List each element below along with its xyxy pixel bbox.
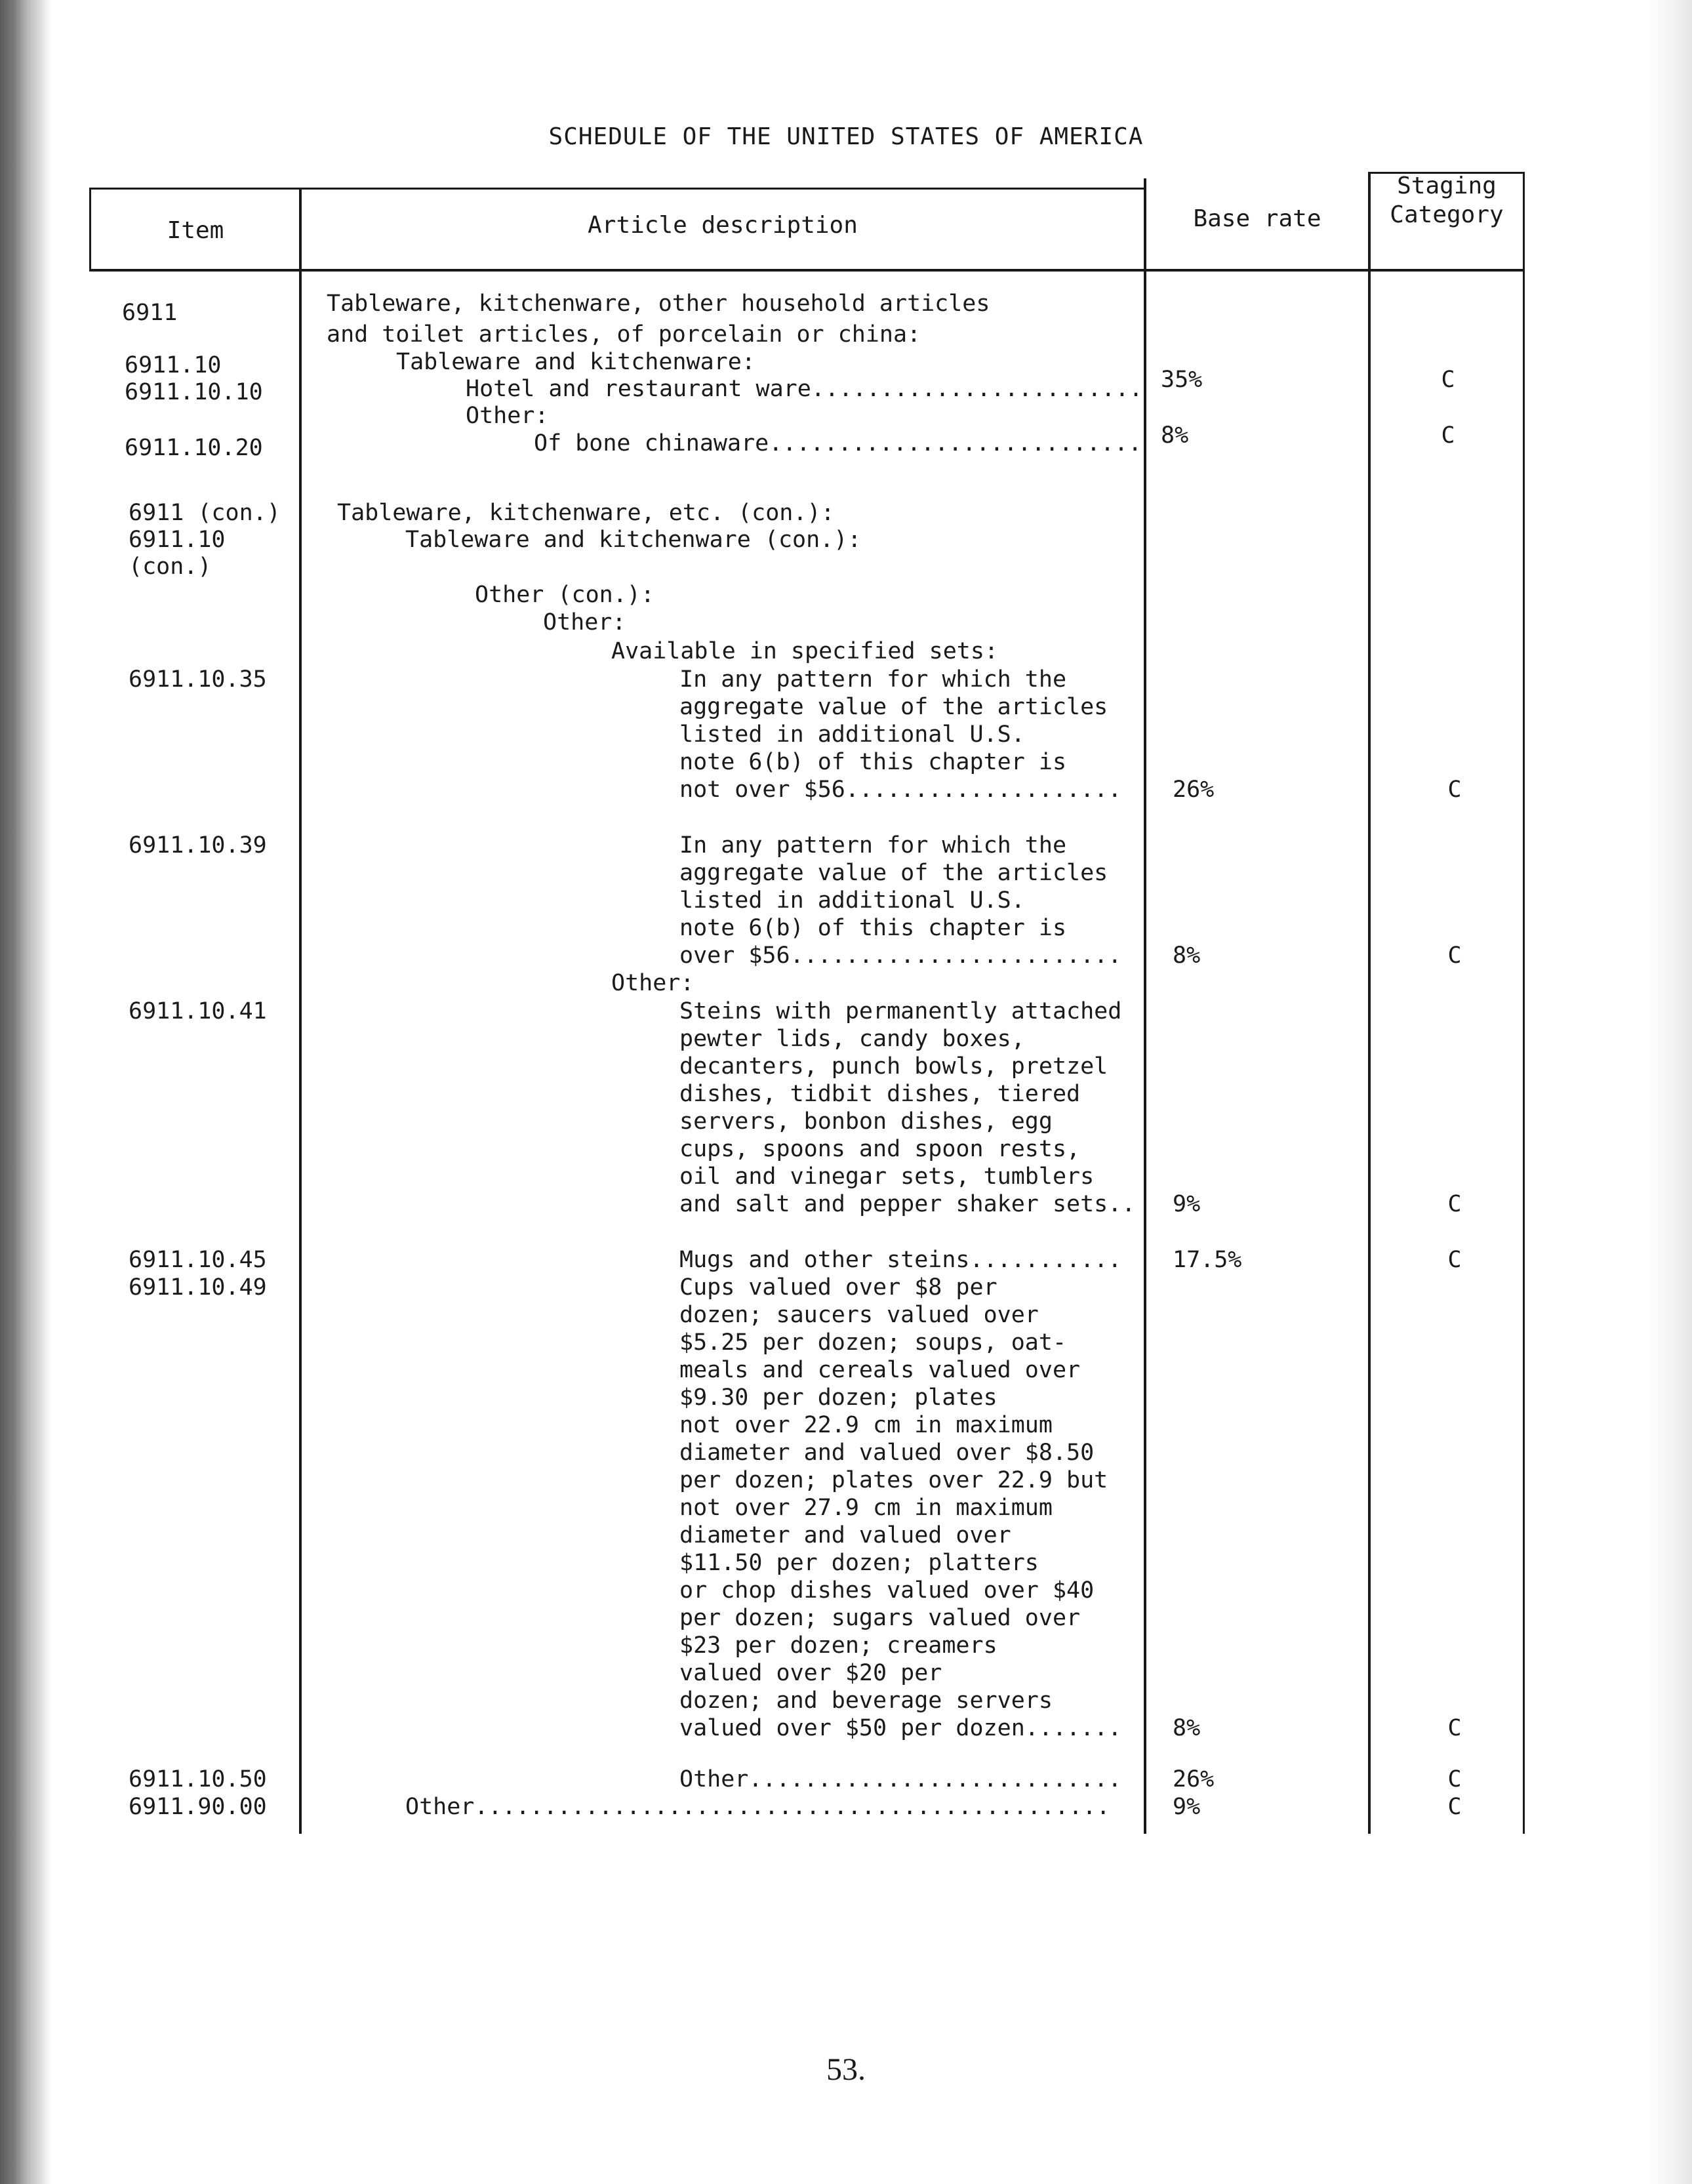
description-line: and toilet articles, of porcelain or china: (327, 321, 921, 348)
staging-category: C (1447, 1247, 1462, 1273)
description-line: In any pattern for which the (679, 832, 1067, 859)
item-column-divider (299, 188, 302, 1834)
description-column-divider (1144, 178, 1146, 1834)
description-line: Tableware, kitchenware, etc. (con.): (337, 500, 835, 526)
rate-column-divider (1368, 172, 1371, 1834)
description-line: per dozen; sugars valued over (679, 1605, 1081, 1631)
scan-speckle-edge (1646, 0, 1692, 2184)
item-code: 6911.10.49 (129, 1274, 267, 1301)
description-line: Available in specified sets: (611, 638, 999, 664)
description-line: Mugs and other steins........... (679, 1247, 1122, 1273)
description-line: listed in additional U.S. (679, 887, 1025, 914)
document-title: SCHEDULE OF THE UNITED STATES OF AMERICA (548, 123, 1144, 150)
description-line: Cups valued over $8 per (679, 1274, 997, 1301)
base-rate: 26% (1173, 777, 1215, 803)
item-code: 6911.10.39 (129, 832, 267, 859)
scan-shadow-edge (0, 0, 51, 2184)
description-line: Other.............................................. (405, 1794, 1110, 1820)
description-line: valued over $20 per (679, 1660, 942, 1686)
description-line: Other: (611, 970, 695, 996)
staging-category: C (1447, 1715, 1462, 1741)
staging-category: C (1447, 1794, 1462, 1820)
description-line: note 6(b) of this chapter is (679, 749, 1067, 775)
description-line: Tableware and kitchenware: (396, 349, 755, 375)
base-rate: 8% (1173, 1715, 1201, 1741)
description-line: and salt and pepper shaker sets.. (679, 1191, 1136, 1217)
description-line: dishes, tidbit dishes, tiered (679, 1081, 1081, 1107)
description-line: Tableware, kitchenware, other household articles (327, 291, 990, 317)
header-staging-line1: Staging (1397, 172, 1497, 199)
description-line: over $56........................ (679, 942, 1122, 969)
staging-category: C (1441, 367, 1455, 393)
header-staging-line2: Category (1390, 201, 1504, 228)
description-line: note 6(b) of this chapter is (679, 915, 1067, 941)
item-code: 6911.10.41 (129, 998, 267, 1024)
description-line: Hotel and restaurant ware........................ (466, 376, 1143, 402)
description-line: diameter and valued over $8.50 (679, 1440, 1095, 1466)
base-rate: 9% (1173, 1794, 1201, 1820)
description-line: not over 22.9 cm in maximum (679, 1412, 1053, 1438)
description-line: aggregate value of the articles (679, 860, 1108, 886)
description-line: dozen; saucers valued over (679, 1302, 1039, 1328)
staging-category: C (1447, 942, 1462, 969)
base-rate: 9% (1173, 1191, 1201, 1217)
description-line: Of bone chinaware........................... (534, 430, 1142, 456)
description-line: Other: (466, 403, 549, 429)
description-line: $5.25 per dozen; soups, oat- (679, 1329, 1067, 1356)
header-base-rate: Base rate (1193, 205, 1321, 232)
item-code: 6911.10.20 (125, 435, 263, 461)
description-line: per dozen; plates over 22.9 but (679, 1467, 1108, 1493)
description-line: Steins with permanently attached (679, 998, 1122, 1024)
staging-category: C (1447, 1766, 1462, 1792)
item-code: 6911 (con.) (129, 500, 281, 526)
description-line: $23 per dozen; creamers (679, 1632, 997, 1659)
base-rate: 8% (1161, 422, 1189, 449)
description-line: Other (con.): (475, 582, 655, 608)
description-line: meals and cereals valued over (679, 1357, 1081, 1383)
item-code: 6911.90.00 (129, 1794, 267, 1820)
description-line: aggregate value of the articles (679, 694, 1108, 720)
table-left-rule (89, 188, 91, 272)
staging-category: C (1447, 777, 1462, 803)
description-line: pewter lids, candy boxes, (679, 1026, 1025, 1052)
description-line: $11.50 per dozen; platters (679, 1550, 1039, 1576)
staging-category: C (1441, 422, 1455, 449)
table-top-rule (89, 188, 1144, 190)
description-line: listed in additional U.S. (679, 721, 1025, 748)
description-line: servers, bonbon dishes, egg (679, 1108, 1053, 1135)
description-line: Tableware and kitchenware (con.): (405, 527, 862, 553)
page-number: 53. (826, 2052, 866, 2087)
description-line: oil and vinegar sets, tumblers (679, 1163, 1095, 1190)
base-rate: 17.5% (1173, 1247, 1242, 1273)
description-line: not over 27.9 cm in maximum (679, 1495, 1053, 1521)
item-code: 6911 (122, 300, 178, 326)
base-rate: 35% (1161, 367, 1203, 393)
description-line: Other........................... (679, 1766, 1122, 1792)
description-line: Other: (543, 609, 626, 636)
item-code: 6911.10.35 (129, 666, 267, 693)
item-code: 6911.10 (125, 352, 222, 378)
item-code: 6911.10.45 (129, 1247, 267, 1273)
base-rate: 26% (1173, 1766, 1215, 1792)
description-line: or chop dishes valued over $40 (679, 1577, 1095, 1604)
base-rate: 8% (1173, 942, 1201, 969)
header-article-description: Article description (588, 212, 858, 239)
description-line: valued over $50 per dozen....... (679, 1715, 1122, 1741)
description-line: diameter and valued over (679, 1522, 1011, 1548)
description-line: dozen; and beverage servers (679, 1688, 1053, 1714)
description-line: In any pattern for which the (679, 666, 1067, 693)
description-line: $9.30 per dozen; plates (679, 1385, 997, 1411)
item-code: 6911.10 (129, 527, 226, 553)
staging-category: C (1447, 1191, 1462, 1217)
table-right-rule (1523, 172, 1525, 1834)
header-bottom-rule (89, 269, 1523, 272)
description-line: not over $56.................... (679, 777, 1122, 803)
item-code: (con.) (129, 554, 212, 580)
description-line: cups, spoons and spoon rests, (679, 1136, 1081, 1162)
item-code: 6911.10.10 (125, 379, 263, 405)
header-item: Item (167, 217, 224, 244)
item-code: 6911.10.50 (129, 1766, 267, 1792)
description-line: decanters, punch bowls, pretzel (679, 1053, 1108, 1080)
